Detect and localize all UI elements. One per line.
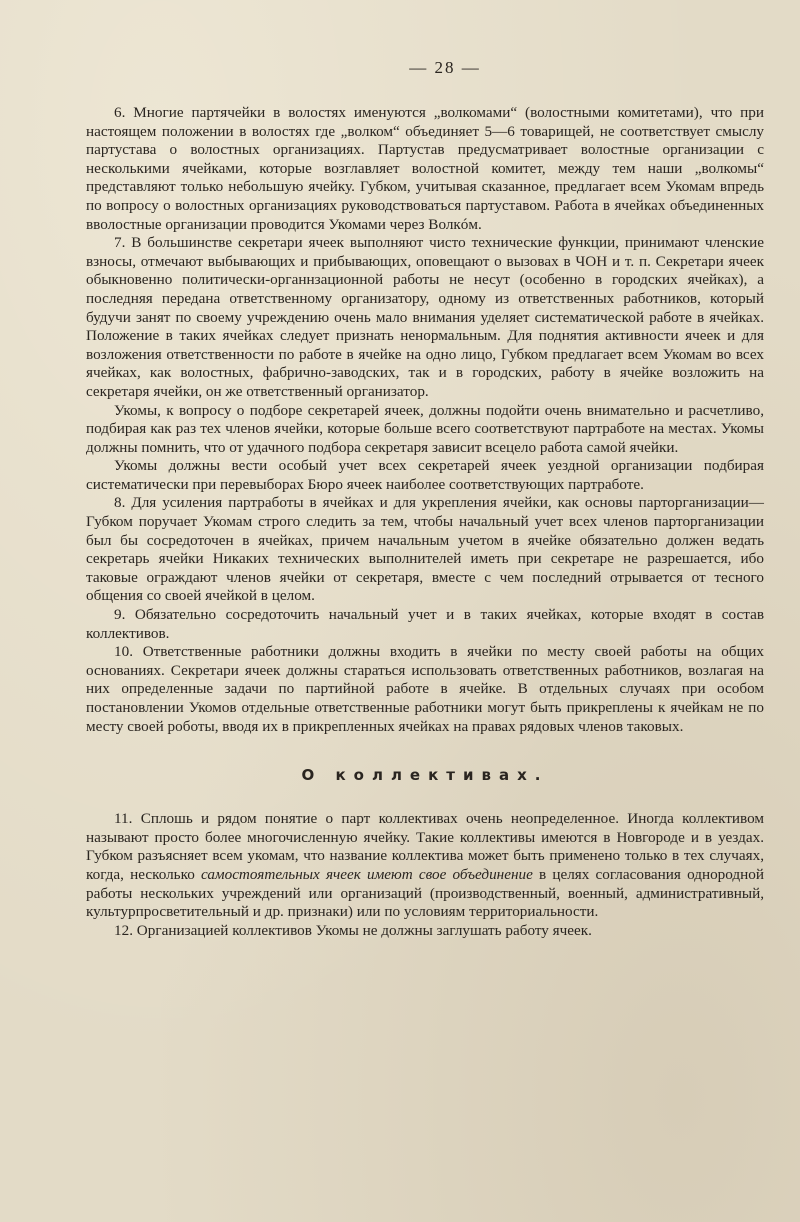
- paragraph-11-text-end: в целях согласования однородной работы нескольких учреждений или организаций (производственный, военный, административный, культурпросветительный и др. признаки) или по условиям территориальности.: [86, 865, 765, 921]
- document-body: [86, 104, 764, 940]
- paragraph-11-emphasis: самостоятельных ячеек имеют свое объединение: [200, 865, 533, 883]
- section-heading: О коллективах.: [301, 766, 549, 785]
- paragraph-6: 6. Многие партячейки в волостях именуются „волкомами“ (волостными комитетами), что при настоящем положении в волостях где „волком“ объединяет 5—6 товарищей, не соответствует смыслу партустава о волостных организациях. Партустав предусматривает волостные организации с несколькими ячейками, которые возглавляет волостной комитет, между тем наши „волкомы“ представляют только небольшую ячейку. Губком, учитывая сказанное, предлагает всем Укомам впредь по вопросу о волостных организациях руководствоваться партуставом. Работа в ячейках объединенных вволостные организации проводится Укомами через Волкóм.: [86, 104, 764, 233]
- page-number: — 28 —: [409, 58, 481, 77]
- paragraph-11-text-start: 11. Сплошь и рядом понятие о парт коллективах очень неопределенное. Иногда коллективом называют просто более многочисленную ячейку. Такие коллективы имеются в Новгороде и в уездах. Губком разъясняет всем укомам, что название коллектива может быть применено только в тех случаях, когда, несколько: [86, 810, 764, 883]
- paragraph-12: 12. Организацией коллективов Укомы не должны заглушать работу ячеек.: [114, 921, 592, 939]
- paragraph-8: 8. Для усиления партработы в ячейках и для укрепления ячейки, как основы парторганизации—Губком поручает Укомам строго следить за тем, чтобы начальный учет всех членов парторганизации был бы сосредоточен в ячейках, причем начальным учетом в ячейке обязательно должен ведать секретарь ячейки Никаких технических выполнителей иметь при секретаре не разрешается, ибо таковые ограждают членов ячейки от секретаря, вместе с чем последний отрывается от тесного общения со своей ячейкой в целом.: [86, 494, 764, 605]
- paragraph-7-secretary-accounting: Укомы должны вести особый учет всех секретарей ячеек уездной организации подбирая систематически при перевыборах Бюро ячеек наиболее соответствующих партработе.: [86, 457, 764, 493]
- paragraph-9: 9. Обязательно сосредоточить начальный учет и в таких ячейках, которые входят в состав коллективов.: [86, 606, 764, 642]
- paragraph-11: [86, 810, 764, 922]
- paragraph-10: 10. Ответственные работники должны входить в ячейки по месту своей работы на общих основаниях. Секретари ячеек должны стараться использовать ответственных работников, возлагая на них определенные задачи по партийной работе в ячейке. В отдельных случаях при особом постановлении Укомов отдельные ответственные работники могут быть прикреплены к ячейкам не по месту своей роботы, вводя их в прикрепленных ячейках на правах рядовых членов таковых.: [86, 643, 764, 735]
- paragraph-7-secretary-selection: Укомы, к вопросу о подборе секретарей ячеек, должны подойти очень внимательно и расчетливо, подбирая как раз тех членов ячейки, которые больше всего соответствуют партработе на местах. Укомы должны помнить, что от удачного подбора секретаря зависит всецело работа самой ячейки.: [86, 401, 764, 456]
- paragraph-7: 7. В большинстве секретари ячеек выполняют чисто технические функции, принимают членские взносы, отмечают выбывающих и прибывающих, оповещают о вызовах в ЧОН и т. п. Секретари ячеек обыкновенно политически-органнзационной работы не несут (особенно в городских ячейках), а последняя передана ответственному организатору, одному из ответственных работников, который будучи занят по своему учреждению очень мало внимания уделяет систематической работе в ячейках. Положение в таких ячейках следует признать ненормальным. Для поднятия активности ячеек и для возложения ответственности по работе в ячейке на одно лицо, Губком предлагает всем Укомам во всех ячейках, как волостных, фабрично-заводских, так и в городских, работу в ячейке возложить на секретаря ячейки, он же ответственный организатор.: [86, 234, 764, 400]
